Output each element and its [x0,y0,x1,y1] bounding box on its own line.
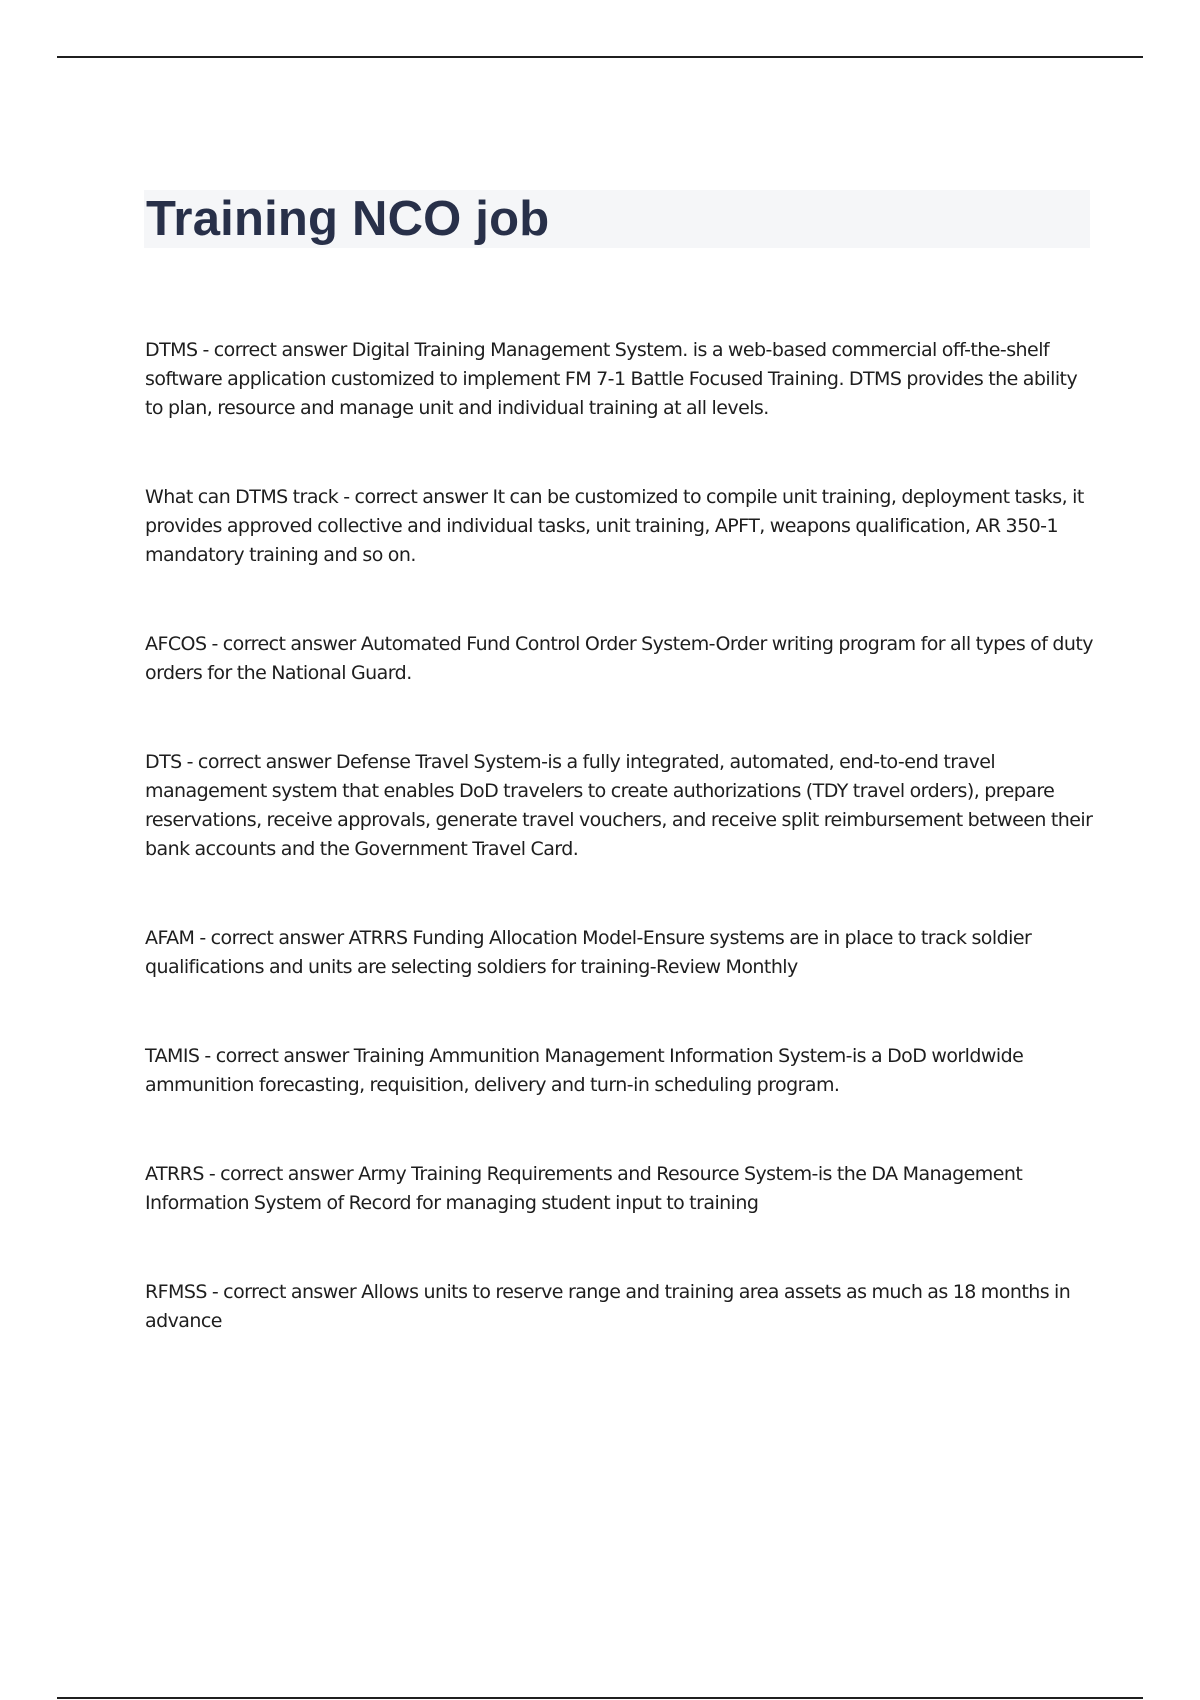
bottom-rule [57,1697,1143,1699]
page-title: Training NCO job [146,192,550,246]
qa-item-dts: DTS - correct answer Defense Travel System-is a fully integrated, automated, end-to-end travel management system that enables DoD travelers to create authorizations (TDY travel orders), prepare reservations, receive approvals, generate travel vouchers, and receive split reimbursement between their bank accounts and the Government Travel Card. [145,751,1093,860]
qa-list [145,336,1095,1396]
top-rule [57,56,1143,58]
qa-item-dtms: DTMS - correct answer Digital Training Management System. is a web-based commercial off-the-shelf software application customized to implement FM 7-1 Battle Focused Training. DTMS provides the ability to plan, resource and manage unit and individual training at all levels. [145,339,1078,419]
qa-item-afcos: AFCOS - correct answer Automated Fund Control Order System-Order writing program for all types of duty orders for the National Guard. [145,633,1093,684]
qa-item-afam: AFAM - correct answer ATRRS Funding Allocation Model-Ensure systems are in place to track soldier qualifications and units are selecting soldiers for training-Review Monthly [145,927,1032,978]
qa-item-rfmss: RFMSS - correct answer Allows units to reserve range and training area assets as much as 18 months in advance [145,1281,1071,1332]
qa-item-atrrs: ATRRS - correct answer Army Training Requirements and Resource System-is the DA Management Information System of Record for managing student input to training [145,1163,1023,1214]
qa-item-tamis: TAMIS - correct answer Training Ammunition Management Information System-is a DoD worldwide ammunition forecasting, requisition, delivery and turn-in scheduling program. [145,1045,1024,1096]
qa-item-dtms-track: What can DTMS track - correct answer It can be customized to compile unit training, deployment tasks, it provides approved collective and individual tasks, unit training, APFT, weapons qualification, AR 350-1 mandatory training and so on. [145,486,1084,566]
